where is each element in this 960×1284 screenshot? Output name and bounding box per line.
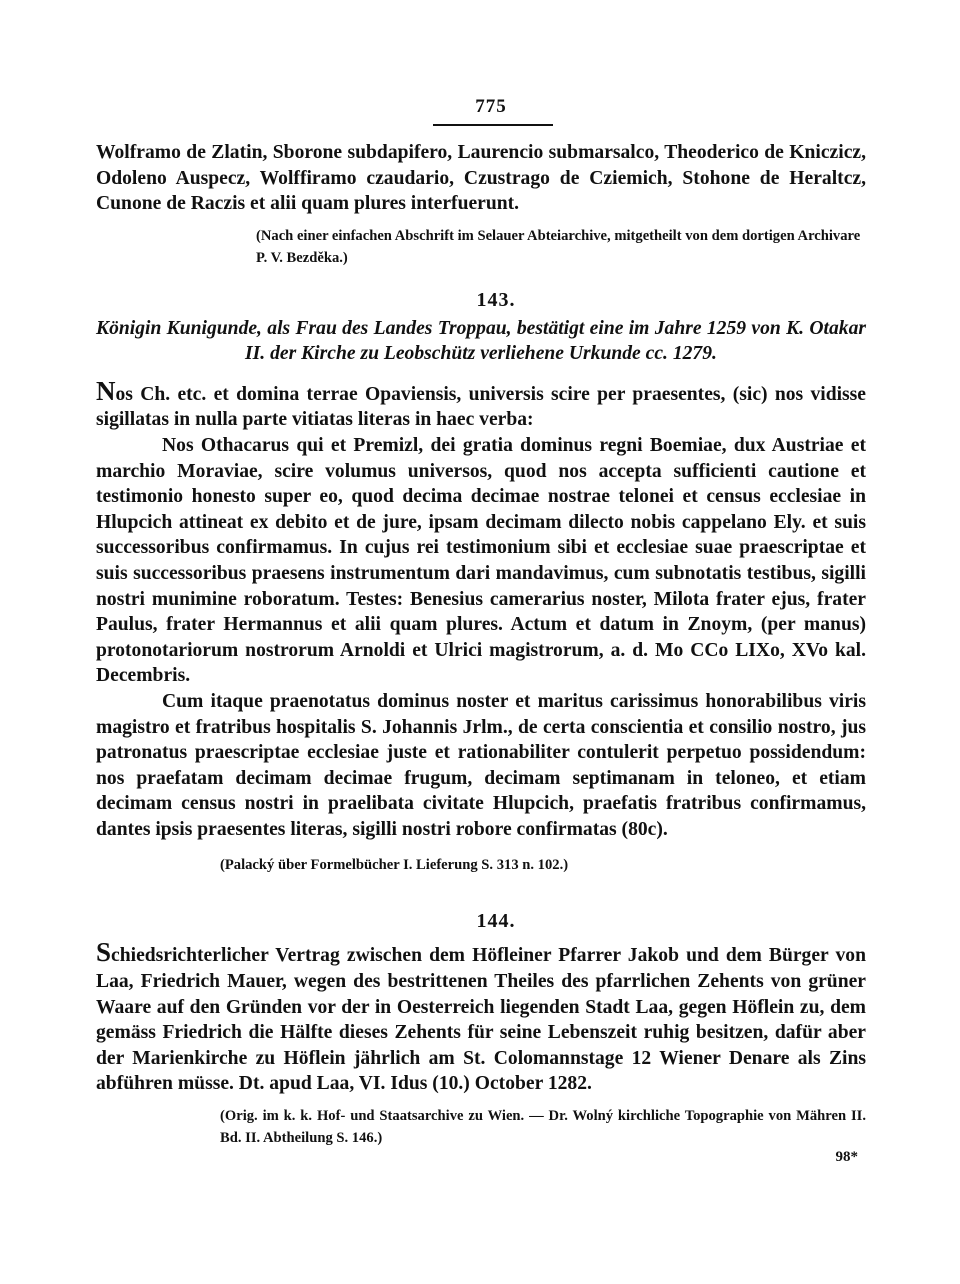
document-144-regest <box>96 939 866 1097</box>
document-143-regest: Königin Kunigunde, als Frau des Landes Troppau, bestätigt eine im Jahre 1259 von K. Otakar II. der Kirche zu Leobschütz verliehene Urkunde cc. 1279. <box>96 317 866 364</box>
document-page <box>96 96 866 1166</box>
document-144-initial: S <box>96 937 112 968</box>
document-143-confirmation-text: Cum itaque praenotatus dominus noster et maritus carissimus honorabilibus viris magistro et fratribus hospitalis S. Johannis Jrlm., de certa conscientia et consilio nostro, jus patronatus praescriptae ecclesiae juste et rationabiliter contulerit perpetuo possidendum: nos praefatam decimam decimae frugum, decimam septimanam in teloneo, et etiam decimam census nostri in praelibata civitate Hlupcich, praefatis fratribus confirmamus, dantes ipsis praesentes literas, sigilli nostri robore confirmatas (80c). <box>96 690 866 840</box>
document-143-insert-text: Nos Othacarus qui et Premizl, dei gratia dominus regni Boemiae, dux Austriae et marchio Moraviae, scire volumus universos, quod nos accepta sufficienti cautione et testimonio honesto super eo, quod decima decimae nostrae telonei et census ecclesiae in Hlupcich attineat ex debito et de jure, ipsam decimam dilecto nobis cappelano Ely. et suis successoribus confirmamus. In cujus rei testimonium sibi et ecclesiae suae praescriptae et suis successoribus praesens instrumentum dari mandavimus, cum subnotatis testibus, sigilli nostri munimine roboratum. Testes: Benesius camerarius noster, Milota frater ejus, frater Paulus, frater Hermannus et alii quam plures. Actum et datum in Znoym, (per manus) protonotariorum nostrorum Arnoldi et Ulrici magistrorum, a. d. Mo CCo LIXo, XVo kal. Decembris. <box>96 434 866 687</box>
header-rule <box>433 124 553 126</box>
page-number: 775 <box>475 96 507 117</box>
document-143-initial: N <box>96 375 116 406</box>
document-144-number: 144. <box>476 910 516 933</box>
document-143-opening <box>96 375 866 433</box>
signature-mark: 98* <box>835 1149 858 1166</box>
document-144-source-note: (Orig. im k. k. Hof- und Staatsarchive zu Wien. — Dr. Wolný kirchliche Topographie von Mähren II. Bd. II. Abtheilung S. 146.) <box>220 1108 866 1147</box>
document-143-opening-text: os Ch. etc. et domina terrae Opaviensis, universis scire per praesentes, (sic) nos vidisse sigillatas in nulla parte vitiatas literas in haec verba: <box>96 383 866 431</box>
continuation-text: Wolframo de Zlatin, Sborone subdapifero, Laurencio submarsalco, Theoderico de Kniczicz, Odoleno Auspecz, Wolffiramo czaudario, Czustrago de Cziemich, Stohone de Heraltcz, Cunone de Raczis et alii quam plures interfuerunt. <box>96 142 866 215</box>
document-143-source-note: (Palacký über Formelbücher I. Lieferung S. 313 n. 102.) <box>220 857 569 874</box>
document-144-regest-text: chiedsrichterlicher Vertrag zwischen dem Höfleiner Pfarrer Jakob und dem Bürger von Laa, Friedrich Mauer, wegen des bestrittenen Theiles des pfarrlichen Zehents von grüner Waare auf den Gründen vor der in Oesterreich liegenden Stadt Laa, gegen Höflein zu, dem gemäss Friedrich die Hälfte dieses Zehents für seine Lebenszeit ruhig besitzen, dafür aber der Marienkirche zu Höflein jährlich am St. Colomannstage 12 Wiener Denare als Zins abführen müsse. Dt. apud Laa, VI. Idus (10.) October 1282. <box>96 945 866 1095</box>
continuation-source-note: (Nach einer einfachen Abschrift im Selauer Abteiarchive, mitgetheilt von dem dortigen Archivare P. V. Bezděka.) <box>256 227 861 266</box>
document-143-number: 143. <box>476 288 516 311</box>
